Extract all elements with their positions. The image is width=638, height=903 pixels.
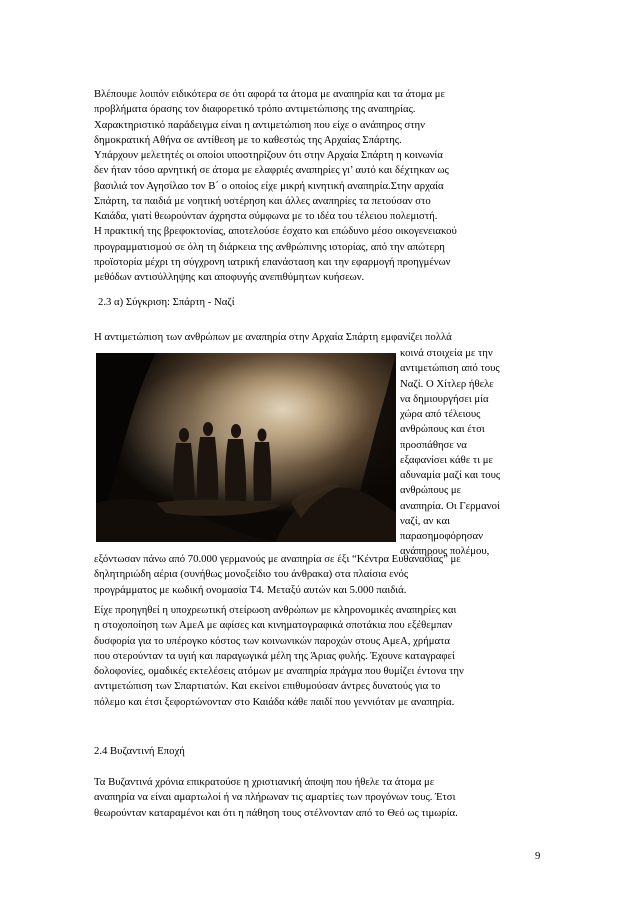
paragraph-comparison-tail	[94, 552, 461, 598]
paragraph-comparison-first-line: Η αντιμετώπιση των ανθρώπων με αναπηρία στην Αρχαία Σπάρτη εμφανίζει πολλά	[94, 331, 452, 343]
paragraph-sparta-athens	[94, 87, 554, 285]
paragraph-sterilization	[94, 603, 464, 710]
text-line: δεν ήταν τόσο αρνητική σε άτομα με ελαφριές αναπηρίες γι’ αυτό και δέχτηκαν ως	[94, 164, 449, 177]
paragraph-byzantine	[94, 775, 458, 821]
text-line: προγράμματος με κωδική ονομασία Τ4. Μεταξύ αυτών και 5.000 παιδιά.	[94, 583, 407, 596]
text-line: Τα Βυζαντινά χρόνια επικρατούσε η χριστιανική άποψη που ήθελε τα άτομα με	[94, 776, 435, 788]
text-line: χώρα από τέλειους	[400, 408, 481, 420]
text-line: προβλήματα όρασης τον διαφορετικό τρόπο αντιμετώπισης της αναπηρίας.	[94, 103, 416, 116]
text-line: κοινά στοιχεία με την	[400, 347, 493, 359]
text-line: η στοχοποίηση των ΑμεΑ με αφίσες και κινηματογραφικά σποτάκια που εξέθεμπαν	[94, 619, 453, 632]
paragraph-comparison-wrapped	[400, 346, 550, 560]
page-number: 9	[535, 850, 541, 862]
text-line: μεθόδων αντισύλληψης και αποφυγής ανεπιθύμητων κυήσεων.	[94, 271, 365, 283]
cave-figures-photo	[96, 353, 396, 542]
text-line: Βλέπουμε λοιπόν ειδικότερα σε ότι αφορά τα άτομα με αναπηρία και τα άτομα με	[94, 88, 445, 100]
text-line: αντιμετώπιση των Σπαρτιατών. Και εκείνοι επιθυμούσαν άντρες δυνατούς για το	[94, 680, 441, 693]
text-line: ναζί, αν και	[400, 514, 450, 527]
text-line: θεωρούνταν καταραμένοι και ότι η πάθηση τους στέλνονταν από το Θεό ως τιμωρία.	[94, 806, 458, 819]
text-line: βασιλιά τον Αγησίλαο τον Β΄ ο οποίος είχε μικρή κινητική αναπηρία.Στην αρχαία	[94, 179, 444, 192]
text-line: παρασημοφόρησαν	[400, 530, 483, 542]
text-line: Υπάρχουν μελετητές οι οποίοι υποστηρίζουν ότι στην Αρχαία Σπάρτη η κοινωνία	[94, 149, 443, 161]
text-line: Είχε προηγηθεί η υποχρεωτική στείρωση ανθρώπων με κληρονομικές αναπηρίες και	[94, 604, 457, 616]
text-line: προϊστορία μέχρι τη σύγχρονη ιατρική επανάσταση και την εφαρμογή προηγμένων	[94, 255, 451, 268]
text-line: αναπηρία. Οι Γερμανοί	[400, 499, 500, 512]
text-line: ανθρώπους με	[400, 484, 462, 497]
section-heading-byzantine: 2.4 Βυζαντινή Εποχή	[94, 745, 185, 757]
section-heading-sparta-nazi: 2.3 α) Σύγκριση: Σπάρτη - Ναζί	[98, 296, 235, 308]
text-line: δημοκρατική Αθήνα σε αντίθεση με το καθεστώς της Αρχαίας Σπάρτης.	[94, 133, 402, 146]
text-line: πόλεμο και έτσι ξεφορτώνονταν στο Καιάδα κάθε παιδί που γεννιόταν με αναπηρία.	[94, 695, 455, 708]
text-line: αναπηρία να είναι αμαρτωλοί ή να πλήρωναν τις αμαρτίες των προγόνων τους. Έτσι	[94, 791, 456, 804]
text-line: να δημιουργήσει μία	[400, 392, 489, 405]
text-line: ανάπηρους πολέμου,	[400, 545, 490, 558]
text-line: Η πρακτική της βρεφοκτονίας, αποτελούσε έσχατο και επώδυνο μέσο οικογενειακού	[94, 225, 457, 238]
text-line: εξαφανίσει κάθε τι με	[400, 453, 493, 466]
text-line: Χαρακτηριστικό παράδειγμα είναι η αντιμετώπιση που είχε ο ανάπηρος στην	[94, 118, 425, 131]
text-line: ανθρώπους και έτσι	[400, 423, 485, 436]
text-line: δυσφορία για το υπέρογκο κόστος των κοινωνικών παροχών στους ΑμεΑ, χρήματα	[94, 634, 451, 647]
text-line: αντιμετώπιση από τους	[400, 362, 500, 375]
text-line: δολοφονίες, ομαδικές εκτελέσεις ατόμων με αναπηρία πράγμα που θυμίζει έντονα την	[94, 665, 464, 677]
text-line: Καιάδα, γιατί θεωρούνταν άχρηστα σύμφωνα με το ιδέα του τέλειου πολεμιστή.	[94, 210, 438, 222]
text-line: Σπάρτη, τα παιδιά με νοητική υστέρηση και άλλες αναπηρίες τα πετούσαν στο	[94, 194, 431, 207]
text-line: που στερούνταν τα υγιή και παραγωγικά μέλη της Άριας φυλής. Έχουνε καταγραφεί	[94, 649, 455, 662]
text-line: προσπάθησε να	[400, 438, 467, 451]
text-line: δηλητηριώδη αέρια (συνήθως μονοξείδιο του άνθρακα) στα πλαίσια ενός	[94, 568, 409, 581]
text-line: αδυναμία μαζί και τους	[400, 469, 501, 481]
text-line: εξόντωσαν πάνω από 70.000 γερμανούς με αναπηρία σε έξι “Κέντρα Ευθανασίας” με	[94, 553, 461, 565]
text-line: Ναζί. Ο Χίτλερ ήθελε	[400, 377, 494, 390]
text-line: προγραμματισμού σε όλη τη διάρκεια της ανθρώπινης ιστορίας, από την απώτερη	[94, 240, 445, 253]
